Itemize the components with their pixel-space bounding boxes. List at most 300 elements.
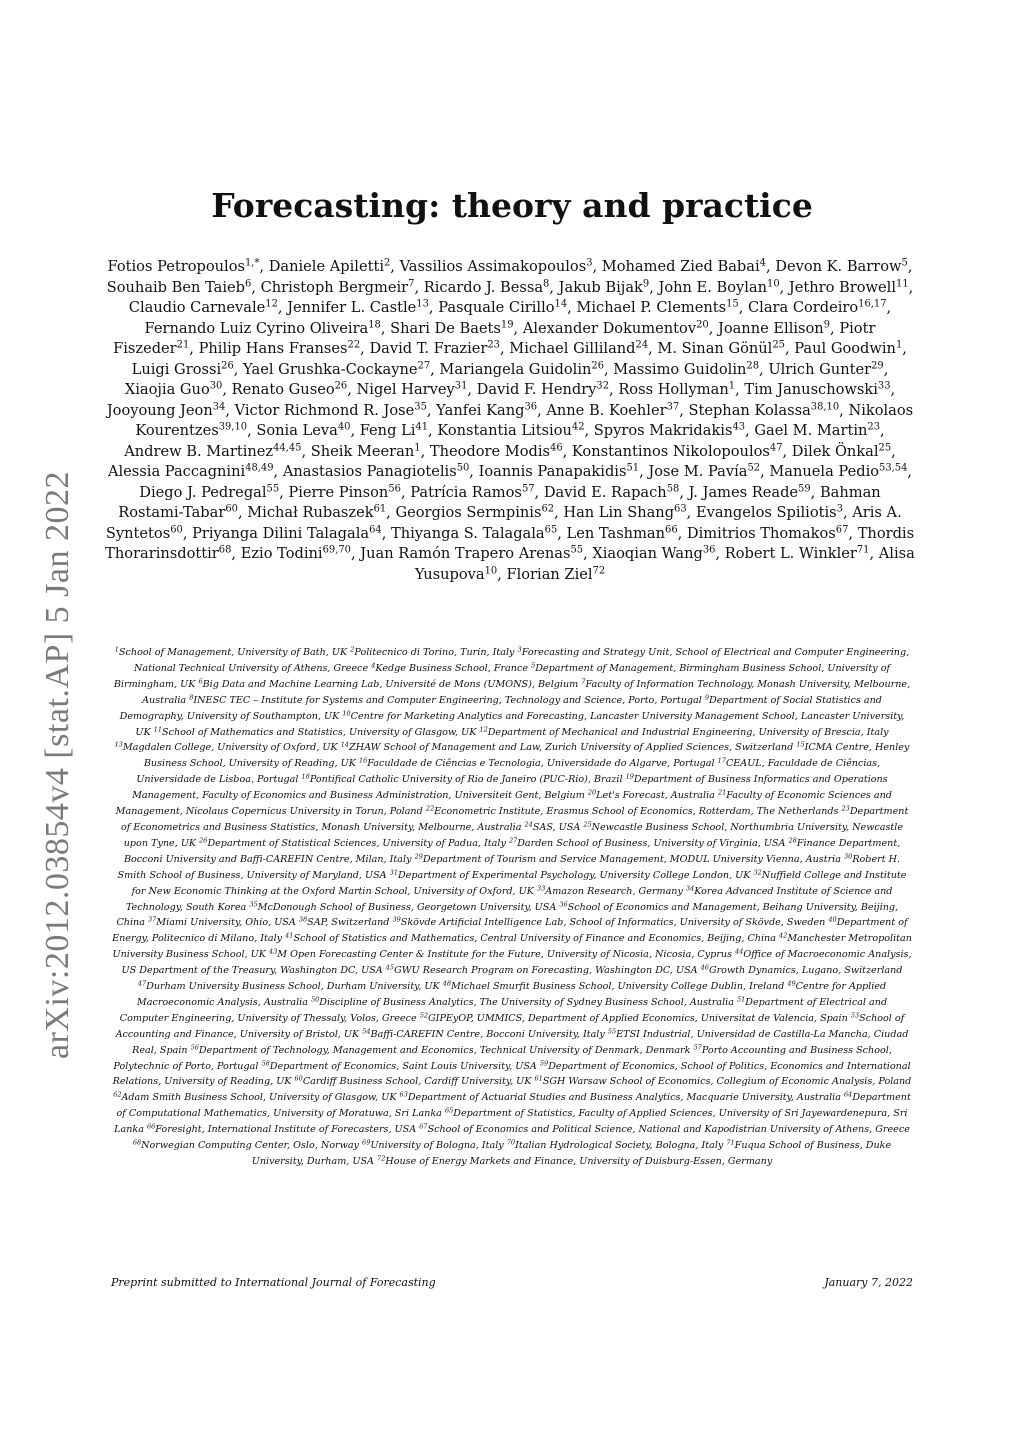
affiliation-number: 26 bbox=[199, 836, 208, 845]
affiliation-number: 30 bbox=[844, 852, 853, 861]
author-name: Renato Guseo bbox=[231, 381, 335, 398]
author-list: Fotios Petropoulos$^{1,*}$, Daniele Apiletti$^2$, Vassilios Assimakopoulos$^3$, Mohamed Zied Babai$^4$, Devon K. Barrow$^5$, Souhaib Ben Taieb$^6$, Christoph Bergmeir$^7$, Ricardo J. Bessa$^8$, Jakub Bijak$^9$, John E. Boylan$^{10}$, Jethro Browell$^{11}$, Claudio Carnevale$^{12}$, Jennifer L. Castle$^{13}$, Pasquale Cirillo$^{14}$, Michael P. Clements$^{15}$, Clara Cordeiro$^{16,17}$, Fernando Luiz Cyrino Oliveira$^{18}$, Shari De Baets$^{19}$, Alexander Dokumentov$^{20}$, Joanne Ellison$^9$, Piotr Fiszeder$^{21}$, Philip Hans Franses$^{22}$, David T. Frazier$^{23}$, Michael Gilliland$^{24}$, M. Sinan Gönül$^{25}$, Paul Goodwin$^1$, Luigi Grossi$^{26}$, Yael Grushka-Cockayne$^{27}$, Mariangela Guidolin$^{26}$, Massimo Guidolin$^{28}$, Ulrich Gunter$^{29}$, Xiaojia Guo$^{30}$, Renato Guseo$^{26}$, Nigel Harvey$^{31}$, David F. Hendry$^{32}$, Ross Hollyman$^1$, Tim Januschowski$^{33}$, Jooyoung Jeon$^{34}$, Victor Richmond R. Jose$^{35}$, Yanfei Kang$^{36}$, Anne B. Koehler$^{37}$, Stephan Kolassa$^{38,10}$, Nikolaos Kourentzes$^{39,10}$, Sonia Leva$^{40}$, Feng Li$^{41}$, Konstantia Litsiou$^{42}$, Spyros Makridakis$^{43}$, Gael M. Martin$^{23}$, Andrew B. Martinez$^{44,45}$, Sheik Meeran$^1$, Theodore Modis$^{46}$, Konstantinos Nikolopoulos$^{47}$, Dilek Önkal$^{25}$, Alessia Paccagnini$^{48,49}$, Anastasios Panagiotelis$^{50}$, Ioannis Panapakidis$^{51}$, Jose M. Pavía$^{52}$, Manuela Pedio$^{53,54}$, Diego J. Pedregal$^{55}$, Pierre Pinson$^{56}$, Patrícia Ramos$^{57}$, David E. Rapach$^{58}$, J. James Reade$^{59}$, Bahman Rostami-Tabar$^{60}$, Michał Rubaszek$^{61}$, Georgios Sermpinis$^{62}$, Han Lin Shang$^{63}$, Evangelos Spiliotis$^3$, Aris A. Syntetos$^{60}$, Priyanga Dilini Talagala$^{64}$, Thiyanga S. Talagala$^{65}$, Len Tashman$^{66}$, Dimitrios Thomakos$^{67}$, Thordis Thorarinsdottir$^{68}$, Ezio Todini$^{69,70}$, Juan Ramón Trapero Arenas$^{55}$, Xiaoqian Wang$^{36}$, Robert L. Winkler$^{71}$, Alisa Yusupova$^{10}$, Florian Ziel$^{72}$ bbox=[105, 257, 915, 583]
affiliation-entry bbox=[285, 933, 776, 944]
affiliation-number: 47 bbox=[137, 979, 147, 988]
affiliation-number: 28 bbox=[788, 836, 797, 845]
affiliation-number: 54 bbox=[362, 1027, 371, 1036]
author-entry bbox=[658, 279, 779, 296]
affiliation-text: Faculdade de Ciências e Tecnologia, Universidade do Algarve, Portugal bbox=[367, 758, 715, 770]
author-name: Anastasios Panagiotelis bbox=[282, 463, 457, 480]
author-entry bbox=[613, 361, 759, 378]
affiliation-number: 71 bbox=[726, 1138, 735, 1147]
author-name: Tim Januschowski bbox=[744, 381, 878, 398]
author-entry bbox=[563, 504, 686, 521]
author-name: Pierre Pinson bbox=[288, 483, 389, 501]
affiliation-entry bbox=[249, 899, 557, 913]
author-entry bbox=[572, 443, 783, 460]
author-entry bbox=[199, 340, 361, 357]
author-entry bbox=[400, 258, 593, 275]
author-affiliation-mark: 30 bbox=[209, 380, 223, 392]
author-affiliation-mark: 52 bbox=[747, 462, 761, 474]
affiliation-entry bbox=[362, 1029, 605, 1040]
affiliation-number: 59 bbox=[539, 1058, 549, 1067]
author-affiliation-mark: 36 bbox=[702, 544, 716, 556]
author-name: Devon K. Barrow bbox=[775, 258, 902, 275]
author-entry bbox=[124, 443, 301, 460]
author-name: Alisa Yusupova bbox=[414, 545, 915, 583]
affiliation-text: Department of Statistical Sciences, University of Padua, Italy bbox=[207, 837, 506, 849]
author-affiliation-mark: 64 bbox=[369, 524, 382, 536]
author-affiliation-mark: 46 bbox=[550, 442, 563, 454]
affiliation-entry bbox=[113, 1092, 396, 1103]
affiliation-entry bbox=[138, 981, 440, 992]
affiliation-text: Office of Macroeconomic Analysis, US Department of the Treasury, Washington DC, USA bbox=[121, 949, 912, 977]
affiliation-number: 45 bbox=[385, 963, 395, 972]
author-entry bbox=[648, 463, 760, 480]
affiliation-number: 46 bbox=[700, 963, 709, 972]
author-entry bbox=[241, 545, 351, 562]
author-affiliation-mark: 16,17 bbox=[858, 298, 887, 310]
author-affiliation-mark: 61 bbox=[373, 503, 387, 515]
affiliation-text: School of Statistics and Mathematics, Central University of Finance and Economics, Beijing, China bbox=[293, 933, 776, 945]
author-name: Ioannis Panapakidis bbox=[478, 463, 627, 480]
author-affiliation-mark: 36 bbox=[524, 401, 538, 413]
affiliation-number: 16 bbox=[358, 756, 368, 765]
affiliation-number: 27 bbox=[508, 836, 518, 845]
author-name: Jennifer L. Castle bbox=[287, 299, 417, 316]
affiliation-text: Fuqua School of Business, Duke University, Durham, USA bbox=[251, 1140, 892, 1167]
author-name: Florian Ziel bbox=[506, 565, 593, 583]
author-entry bbox=[287, 299, 429, 316]
affiliation-text: Department of Computational Mathematics, University of Moratuwa, Sri Lanka bbox=[116, 1092, 911, 1120]
author-entry bbox=[657, 340, 785, 357]
author-affiliation-mark: 25 bbox=[878, 442, 892, 454]
affiliation-entry bbox=[420, 1013, 848, 1024]
author-entry bbox=[145, 320, 381, 337]
affiliation-text: Department of Electrical and Computer Engineering, University of Thessaly, Volos, Greece bbox=[119, 996, 888, 1024]
affiliation-text: Big Data and Machine Learning Lab, Université de Mons (UMONS), Belgium bbox=[202, 678, 579, 690]
affiliation-number: 8 bbox=[189, 693, 194, 702]
affiliation-text: Department of Energy, Politecnico di Milano, Italy bbox=[112, 917, 908, 945]
affiliation-text: Department of Technology, Management and Economics, Technical University of Denmark, Denmark bbox=[198, 1044, 691, 1056]
footer-submission-note: Preprint submitted to International Journal of Forecasting bbox=[111, 1276, 436, 1289]
affiliation-number: 24 bbox=[524, 820, 533, 829]
affiliation-entry bbox=[295, 1076, 532, 1087]
affiliation-number: 19 bbox=[625, 772, 634, 781]
author-name: Sonia Leva bbox=[256, 422, 338, 439]
author-affiliation-mark: 23 bbox=[867, 421, 881, 433]
affiliation-number: 69 bbox=[362, 1138, 371, 1147]
author-entry bbox=[546, 402, 679, 419]
affiliation-text: Skövde Artificial Intelligence Lab, School of Informatics, University of Skövde, Sweden bbox=[400, 917, 826, 929]
author-affiliation-mark: 7 bbox=[408, 278, 415, 290]
affiliation-text: GIPEyOP, UMMICS, Department of Applied Economics, Universitat de Valencia, Spain bbox=[427, 1012, 848, 1024]
affiliation-number: 56 bbox=[190, 1043, 199, 1052]
author-affiliation-mark: 58 bbox=[666, 483, 680, 495]
affiliation-number: 72 bbox=[377, 1154, 386, 1163]
author-entry bbox=[477, 381, 609, 398]
author-name: Patrícia Ramos bbox=[410, 483, 522, 501]
author-entry bbox=[754, 422, 880, 439]
affiliation-entry bbox=[198, 679, 578, 690]
author-entry bbox=[725, 545, 870, 562]
affiliation-text: Baffi-CAREFIN Centre, Bocconi University, Italy bbox=[370, 1028, 605, 1040]
author-affiliation-mark: 4 bbox=[759, 257, 766, 269]
affiliation-text: SAP, Switzerland bbox=[307, 917, 390, 929]
author-name: Thordis Thorarinsdottir bbox=[105, 524, 915, 562]
author-entry bbox=[618, 381, 735, 398]
author-name: Ulrich Gunter bbox=[768, 360, 872, 378]
author-name: Evangelos Spiliotis bbox=[695, 504, 837, 521]
author-name: Feng Li bbox=[359, 422, 416, 439]
author-entry bbox=[256, 422, 350, 439]
author-name: Sheik Meeran bbox=[310, 442, 415, 460]
affiliation-text: Newcastle Business School, Northumbria University, Newcastle upon Tyne, UK bbox=[123, 821, 904, 849]
author-name: Alessia Paccagnini bbox=[107, 463, 246, 480]
author-affiliation-mark: 68 bbox=[218, 544, 232, 556]
affiliation-entry bbox=[153, 724, 477, 738]
author-entry bbox=[439, 361, 604, 378]
affiliation-entry bbox=[525, 822, 581, 833]
affiliation-text: Manchester Metropolitan University Business School, UK bbox=[112, 933, 912, 961]
author-name: Dimitrios Thomakos bbox=[686, 524, 836, 542]
author-name: Jose M. Pavía bbox=[648, 463, 748, 480]
author-entry bbox=[689, 484, 811, 501]
author-affiliation-mark: 1 bbox=[728, 380, 736, 392]
affiliation-number: 2 bbox=[350, 645, 355, 654]
affiliation-text: ZHAW School of Management and Law, Zurich University of Applied Sciences, Switzerland bbox=[349, 742, 794, 754]
author-entry bbox=[544, 484, 679, 501]
affiliation-entry bbox=[189, 695, 702, 706]
author-affiliation-mark: 13 bbox=[416, 298, 429, 310]
arxiv-stamp-text: arXiv:2012.03854v4 [stat.AP] 5 Jan 2022 bbox=[39, 470, 76, 1060]
author-name: Fernando Luiz Cyrino Oliveira bbox=[144, 319, 369, 337]
author-name: David E. Rapach bbox=[543, 483, 667, 501]
affiliation-text: Korea Advanced Institute of Science and Technology, South Korea bbox=[125, 885, 893, 913]
affiliation-number: 4 bbox=[371, 661, 376, 670]
author-affiliation-mark: 65 bbox=[544, 524, 558, 536]
affiliation-text: Cardiff Business School, Cardiff University, UK bbox=[302, 1076, 532, 1088]
affiliation-entry bbox=[507, 1140, 724, 1151]
affiliation-number: 10 bbox=[342, 709, 351, 718]
affiliation-entry bbox=[371, 663, 528, 674]
affiliation-entry bbox=[443, 981, 785, 992]
author-affiliation-mark: 55 bbox=[266, 483, 280, 495]
author-entry bbox=[744, 381, 890, 398]
author-entry bbox=[129, 299, 278, 316]
author-entry bbox=[523, 320, 709, 337]
author-affiliation-mark: 10 bbox=[767, 278, 780, 290]
author-affiliation-mark: 9 bbox=[823, 319, 831, 331]
affiliation-text: Department of Mechanical and Industrial Engineering, University of Brescia, Italy bbox=[487, 726, 889, 738]
author-name: Jakub Bijak bbox=[558, 278, 643, 296]
affiliation-entry bbox=[115, 742, 338, 753]
author-affiliation-mark: 66 bbox=[665, 524, 678, 536]
affiliation-text: Department of Tourism and Service Management, MODUL University Vienna, Austria bbox=[422, 853, 841, 865]
author-name: Han Lin Shang bbox=[563, 504, 675, 521]
affiliation-number: 31 bbox=[389, 868, 398, 877]
author-affiliation-mark: 59 bbox=[798, 483, 811, 495]
affiliation-entry bbox=[147, 1124, 416, 1135]
author-entry bbox=[748, 299, 887, 316]
affiliation-text: Magdalen College, University of Oxford, UK bbox=[122, 742, 338, 754]
author-affiliation-mark: 26 bbox=[221, 360, 234, 372]
author-entry bbox=[283, 463, 469, 480]
author-affiliation-mark: 57 bbox=[521, 483, 535, 495]
affiliation-text: University of Bologna, Italy bbox=[370, 1140, 504, 1152]
affiliation-entry bbox=[115, 647, 347, 658]
affiliation-text: SGH Warsaw School of Economics, Collegium of Economic Analysis, Poland bbox=[542, 1076, 912, 1088]
author-name: David T. Frazier bbox=[369, 340, 488, 357]
affiliation-text: ICMA Centre, Henley Business School, University of Reading, UK bbox=[143, 742, 910, 770]
author-affiliation-mark: 39,10 bbox=[218, 421, 248, 433]
affiliation-text: Faculty of Information Technology, Monash University, Melbourne, Australia bbox=[142, 678, 911, 706]
author-name: Xiaoqian Wang bbox=[592, 545, 703, 562]
author-affiliation-mark: 26 bbox=[334, 380, 348, 392]
affiliation-text: ETSI Industrial, Universidad de Castilla-La Mancha, Ciudad Real, Spain bbox=[132, 1028, 909, 1056]
author-entry bbox=[357, 381, 468, 398]
author-name: Fotios Petropoulos bbox=[107, 258, 245, 275]
affiliation-number: 68 bbox=[132, 1138, 142, 1147]
author-affiliation-mark: 3 bbox=[836, 503, 843, 515]
affiliation-number: 70 bbox=[506, 1138, 516, 1147]
paper-title: Forecasting: theory and practice bbox=[211, 186, 813, 225]
affiliation-number: 64 bbox=[844, 1090, 853, 1099]
author-entry bbox=[107, 402, 226, 419]
footer-date: January 7, 2022 bbox=[824, 1276, 913, 1289]
author-name: Souhaib Ben Taieb bbox=[106, 278, 246, 296]
affiliation-text: Michael Smurfit Business School, University College Dublin, Ireland bbox=[451, 981, 785, 993]
author-affiliation-mark: 14 bbox=[554, 298, 568, 310]
affiliation-list bbox=[112, 645, 912, 1170]
author-name: Pasquale Cirillo bbox=[438, 299, 555, 316]
affiliation-text: Department of Management, Birmingham Business School, University of Birmingham, UK bbox=[113, 662, 891, 690]
author-name: Dilek Önkal bbox=[791, 442, 879, 460]
affiliation-entry bbox=[537, 886, 683, 897]
affiliation-entry bbox=[377, 1156, 772, 1167]
affiliation-number: 66 bbox=[146, 1122, 156, 1131]
author-name: Clara Cordeiro bbox=[747, 299, 859, 316]
author-affiliation-mark: 1 bbox=[414, 442, 421, 454]
affiliation-number: 42 bbox=[779, 931, 788, 940]
author-name: Massimo Guidolin bbox=[613, 360, 747, 378]
affiliation-number: 61 bbox=[534, 1074, 543, 1083]
author-entry bbox=[125, 381, 223, 398]
affiliation-entry bbox=[341, 742, 794, 753]
author-name: Xiaojia Guo bbox=[124, 381, 210, 398]
affiliation-text: Growth Dynamics, Lugano, Switzerland bbox=[708, 965, 903, 977]
affiliation-number: 58 bbox=[261, 1058, 270, 1067]
author-name: Philip Hans Franses bbox=[198, 340, 348, 357]
author-affiliation-mark: 35 bbox=[414, 401, 427, 413]
affiliation-text: CEAUL, Faculdade de Ciências, Universidade de Lisboa, Portugal bbox=[136, 758, 881, 786]
affiliation-text: McDonough School of Business, Georgetown University, USA bbox=[257, 901, 557, 913]
author-affiliation-mark: 1,* bbox=[245, 257, 260, 269]
author-entry bbox=[261, 279, 415, 296]
affiliation-text: Durham University Business School, Durham University, UK bbox=[146, 981, 440, 993]
affiliation-text: School of Economics and Management, Beihang University, Beijing, China bbox=[116, 901, 899, 929]
affiliation-number: 50 bbox=[311, 995, 320, 1004]
affiliation-number: 6 bbox=[198, 677, 203, 686]
author-entry bbox=[269, 258, 391, 275]
author-affiliation-mark: 1 bbox=[895, 339, 903, 351]
author-affiliation-mark: 8 bbox=[543, 278, 550, 290]
author-entry bbox=[718, 320, 830, 337]
affiliation-number: 35 bbox=[249, 899, 258, 908]
author-entry bbox=[360, 545, 583, 562]
author-entry bbox=[243, 361, 430, 378]
affiliation-number: 67 bbox=[419, 1122, 428, 1131]
author-entry bbox=[395, 504, 554, 521]
author-affiliation-mark: 44,45 bbox=[273, 442, 302, 454]
affiliation-entry bbox=[133, 1140, 359, 1151]
author-affiliation-mark: 19 bbox=[500, 319, 514, 331]
affiliation-entry bbox=[199, 838, 506, 849]
affiliation-number: 11 bbox=[153, 724, 163, 733]
author-name: Aris A. Syntetos bbox=[105, 504, 902, 542]
author-name: Spyros Makridakis bbox=[593, 422, 733, 439]
affiliation-text: Norwegian Computing Center, Oslo, Norway bbox=[141, 1140, 359, 1152]
author-affiliation-mark: 15 bbox=[726, 298, 739, 310]
author-entry bbox=[410, 484, 534, 501]
author-name: Juan Ramón Trapero Arenas bbox=[360, 545, 571, 562]
author-name: Jooyoung Jeon bbox=[106, 401, 213, 419]
affiliation-text: School of Mathematics and Statistics, University of Glasgow, UK bbox=[162, 726, 477, 738]
author-affiliation-mark: 63 bbox=[674, 503, 687, 515]
author-name: David F. Hendry bbox=[476, 381, 597, 398]
author-affiliation-mark: 41 bbox=[415, 421, 429, 433]
author-affiliation-mark: 24 bbox=[635, 339, 649, 351]
affiliation-entry bbox=[148, 917, 296, 928]
affiliation-entry bbox=[386, 965, 698, 976]
author-name: Konstantia Litsiou bbox=[437, 422, 572, 439]
affiliation-text: Foresight, International Institute of Forecasters, USA bbox=[155, 1124, 417, 1136]
author-affiliation-mark: 50 bbox=[456, 462, 470, 474]
author-affiliation-mark: 55 bbox=[570, 544, 584, 556]
affiliation-text: INESC TEC – Institute for Systems and Computer Engineering, Technology and Science, Porto, Portugal bbox=[193, 694, 702, 706]
affiliation-text: Department of Econometrics and Business Statistics, Monash University, Melbourne, Australia bbox=[120, 806, 909, 833]
affiliation-number: 32 bbox=[753, 868, 762, 877]
affiliation-entry bbox=[359, 758, 715, 769]
author-affiliation-mark: 62 bbox=[541, 503, 555, 515]
author-affiliation-mark: 26 bbox=[591, 360, 604, 372]
author-entry bbox=[369, 340, 500, 357]
affiliation-text: House of Energy Markets and Finance, University of Duisburg-Essen, Germany bbox=[385, 1156, 773, 1167]
author-entry bbox=[107, 279, 252, 296]
author-entry bbox=[311, 443, 421, 460]
author-name: Joanne Ellison bbox=[717, 319, 824, 337]
affiliation-entry bbox=[509, 838, 786, 849]
author-affiliation-mark: 3 bbox=[586, 257, 593, 269]
affiliation-number: 23 bbox=[841, 804, 850, 813]
affiliation-number: 37 bbox=[148, 915, 157, 924]
author-entry bbox=[424, 279, 550, 296]
author-affiliation-mark: 18 bbox=[368, 319, 381, 331]
affiliation-number: 44 bbox=[735, 947, 744, 956]
affiliation-text: Department of Social Statistics and Demography, University of Southampton, UK bbox=[119, 694, 882, 722]
affiliation-entry bbox=[311, 997, 734, 1008]
affiliation-entry bbox=[269, 949, 732, 960]
author-affiliation-mark: 47 bbox=[769, 442, 783, 454]
affiliation-text: SAS, USA bbox=[532, 821, 581, 833]
affiliation-number: 29 bbox=[414, 852, 423, 861]
affiliation-number: 63 bbox=[399, 1090, 408, 1099]
author-entry bbox=[789, 279, 909, 296]
author-affiliation-mark: 29 bbox=[871, 360, 884, 372]
author-affiliation-mark: 72 bbox=[592, 565, 606, 577]
author-entry bbox=[509, 340, 648, 357]
affiliation-number: 13 bbox=[114, 740, 123, 749]
affiliation-entry bbox=[299, 917, 390, 928]
affiliation-number: 34 bbox=[685, 884, 695, 893]
author-name: Bahman Rostami-Tabar bbox=[118, 483, 881, 521]
author-name: Nigel Harvey bbox=[356, 381, 455, 398]
affiliation-number: 55 bbox=[607, 1027, 617, 1036]
author-affiliation-mark: 42 bbox=[571, 421, 585, 433]
author-name: Manuela Pedio bbox=[769, 463, 880, 480]
affiliation-text: School of Management, University of Bath, UK bbox=[118, 647, 348, 658]
affiliation-text: Nuffield College and Institute for New Economic Thinking at the Oxford Martin School, University of Oxford, UK bbox=[131, 869, 907, 897]
affiliation-entry bbox=[479, 724, 889, 738]
author-entry bbox=[108, 463, 274, 480]
author-entry bbox=[479, 463, 639, 480]
affiliation-text: Faculty of Economic Sciences and Management, Nicolaus Copernicus University in Torun, Poland bbox=[115, 790, 892, 818]
affiliation-number: 15 bbox=[796, 740, 805, 749]
affiliation-text: Adam Smith Business School, University of Glasgow, UK bbox=[121, 1092, 397, 1104]
author-name: Ricardo J. Bessa bbox=[423, 278, 544, 296]
author-name: Anne B. Koehler bbox=[546, 401, 667, 419]
author-entry bbox=[768, 361, 883, 378]
affiliation-entry bbox=[362, 1140, 504, 1151]
affiliation-number: 17 bbox=[717, 756, 726, 765]
affiliation-number: 51 bbox=[737, 995, 746, 1004]
author-affiliation-mark: 28 bbox=[746, 360, 760, 372]
author-affiliation-mark: 51 bbox=[626, 462, 640, 474]
author-name: J. James Reade bbox=[688, 483, 799, 501]
author-affiliation-mark: 37 bbox=[666, 401, 680, 413]
affiliation-entry bbox=[392, 917, 825, 928]
author-affiliation-mark: 21 bbox=[176, 339, 190, 351]
author-entry bbox=[687, 525, 848, 542]
author-name: Gael M. Martin bbox=[754, 422, 868, 439]
affiliation-number: 7 bbox=[581, 677, 586, 686]
author-affiliation-mark: 9 bbox=[642, 278, 650, 290]
author-entry bbox=[235, 402, 427, 419]
author-name: Len Tashman bbox=[566, 524, 666, 542]
author-affiliation-mark: 23 bbox=[487, 339, 500, 351]
affiliation-number: 65 bbox=[444, 1106, 454, 1115]
author-affiliation-mark: 5 bbox=[901, 257, 908, 269]
affiliation-number: 25 bbox=[583, 820, 592, 829]
author-affiliation-mark: 22 bbox=[347, 339, 361, 351]
author-affiliation-mark: 6 bbox=[245, 278, 252, 290]
affiliation-entry bbox=[390, 870, 751, 881]
author-affiliation-mark: 12 bbox=[265, 298, 278, 310]
author-name: Jethro Browell bbox=[788, 278, 897, 296]
author-entry bbox=[232, 381, 348, 398]
affiliation-text: Pontifical Catholic University of Rio de Janeiro (PUC-Rio), Brazil bbox=[309, 774, 623, 786]
affiliation-number: 40 bbox=[828, 915, 837, 924]
affiliation-number: 60 bbox=[294, 1074, 303, 1083]
affiliation-number: 52 bbox=[419, 1011, 428, 1020]
author-entry bbox=[688, 402, 839, 419]
author-entry bbox=[139, 484, 279, 501]
author-name: Ross Hollyman bbox=[618, 381, 729, 398]
affiliation-text: Centre for Applied Macroeconomic Analysis, Australia bbox=[136, 981, 887, 1008]
author-name: Andrew B. Martinez bbox=[124, 442, 274, 460]
affiliation-number: 1 bbox=[114, 645, 119, 654]
affiliation-number: 39 bbox=[392, 915, 401, 924]
